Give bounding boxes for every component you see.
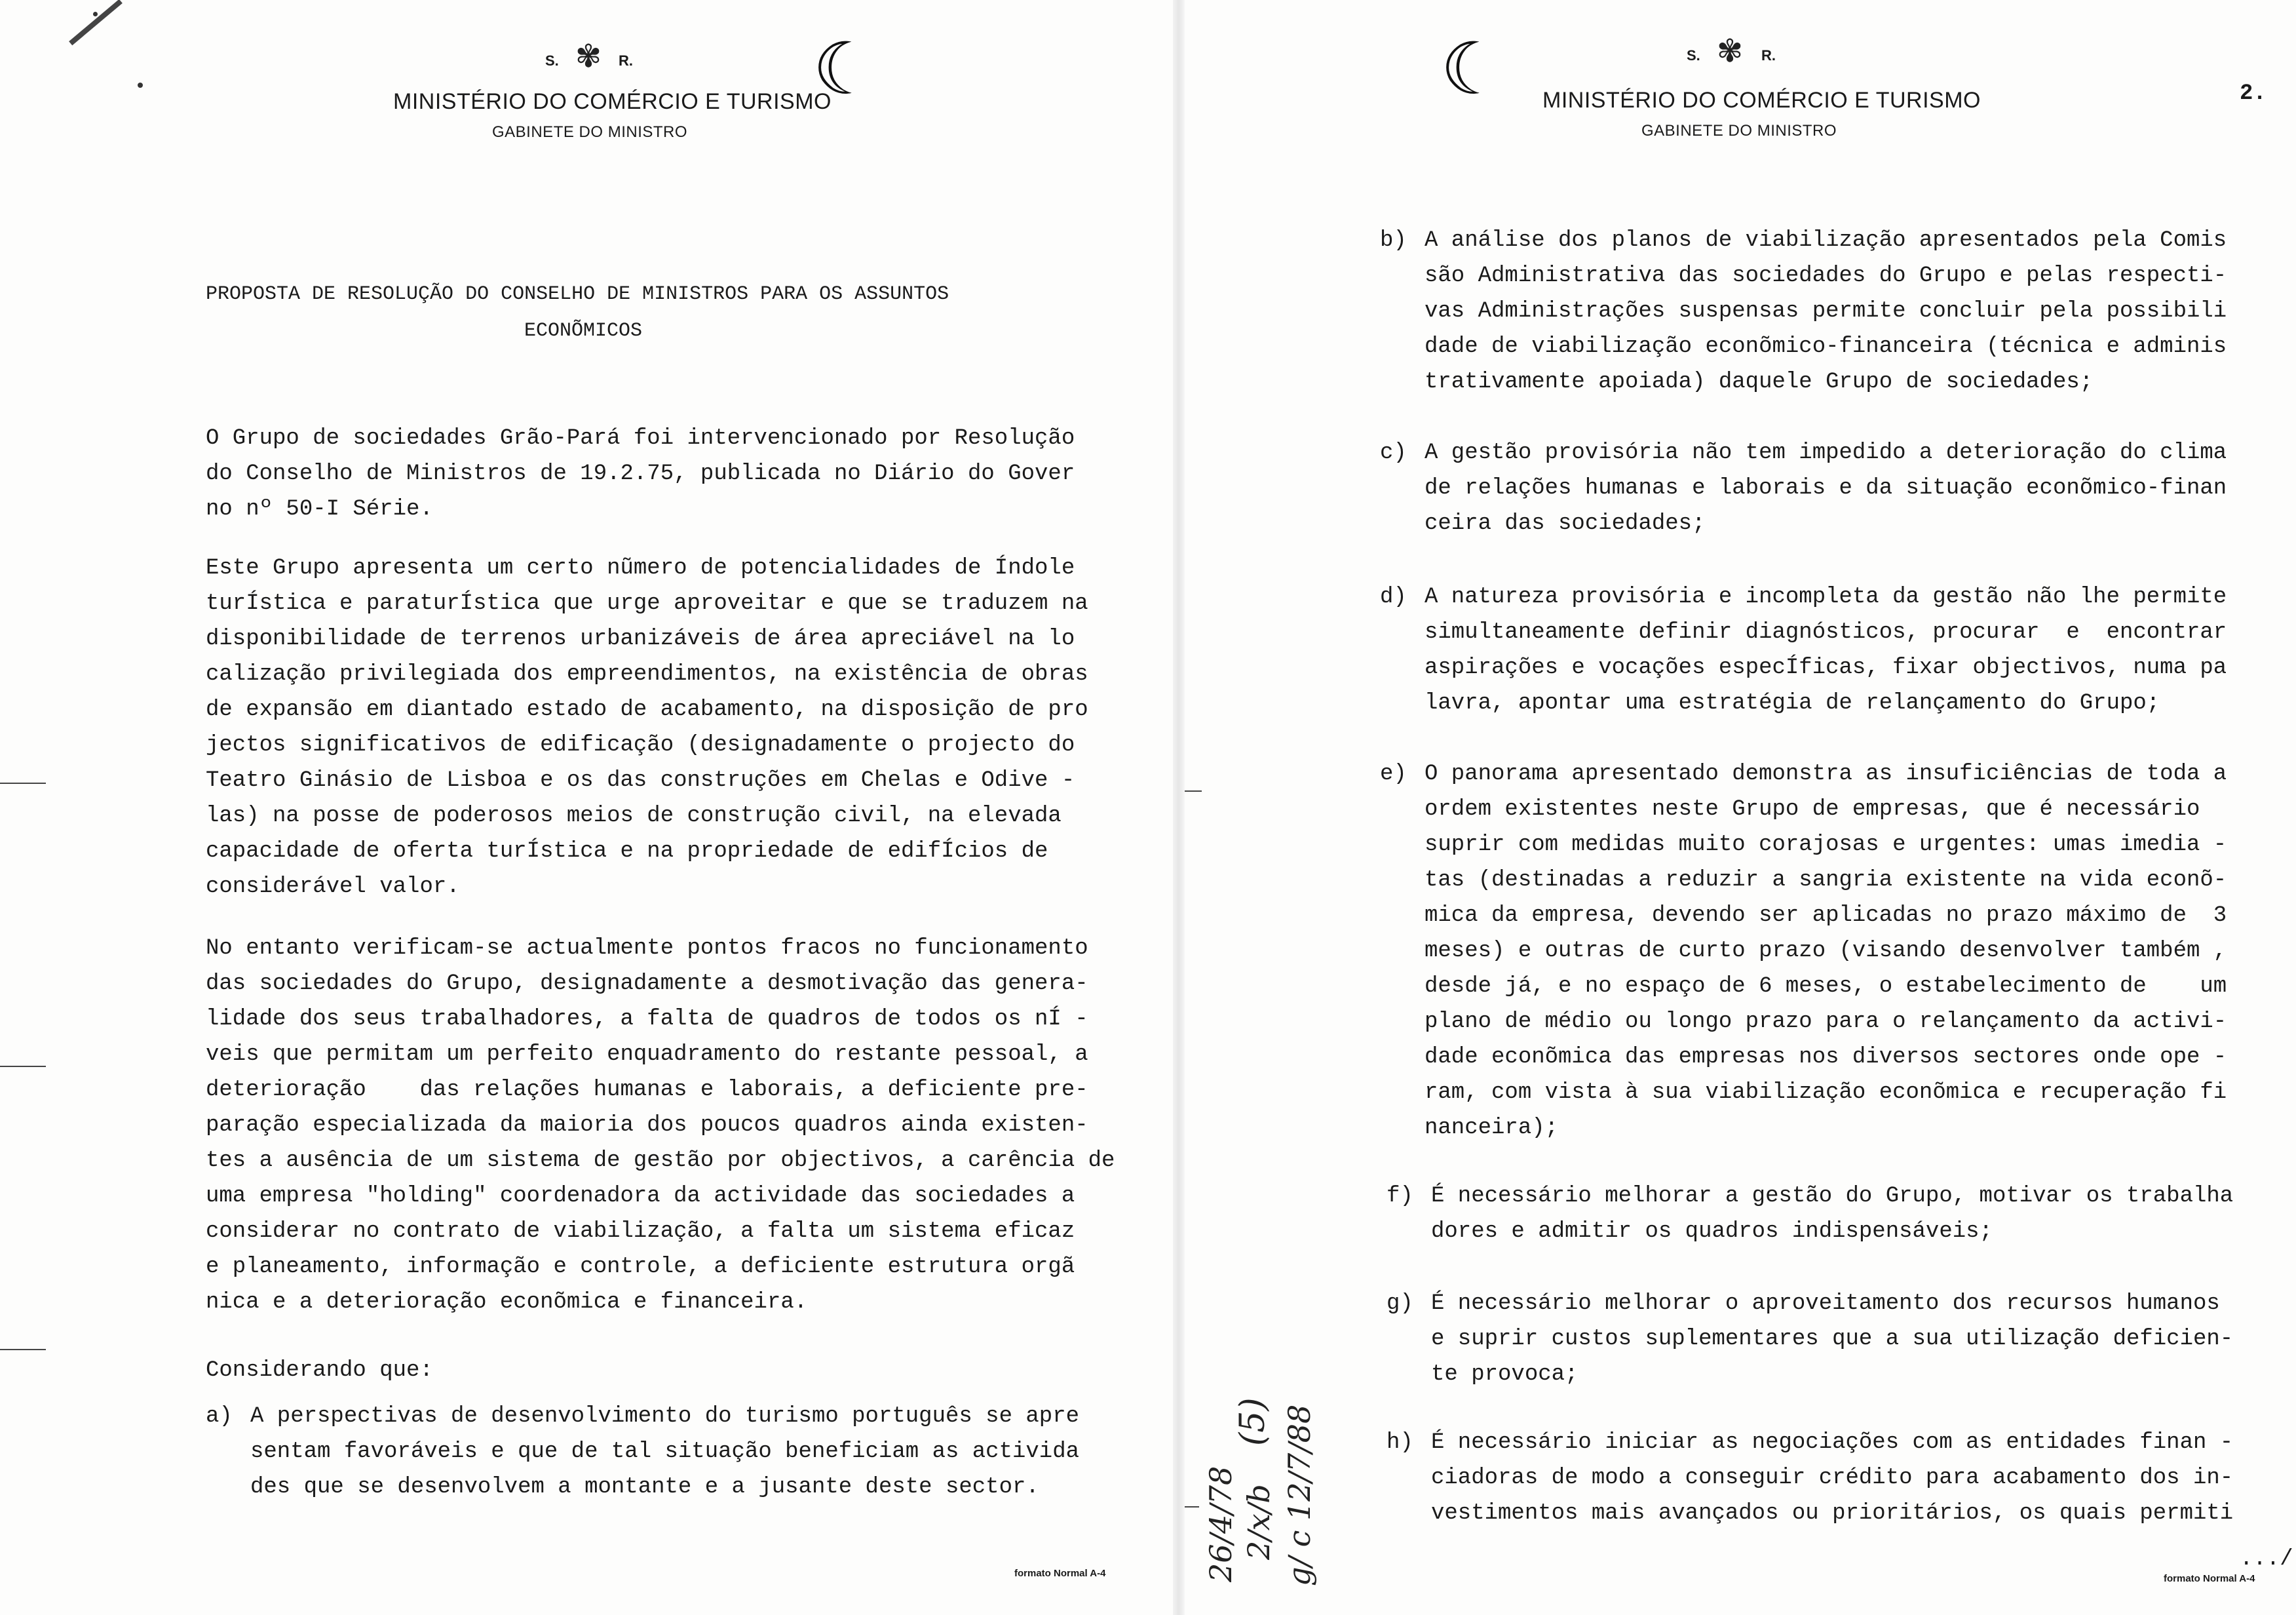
handwritten-note-1: (5) xyxy=(1233,1397,1272,1446)
cabinet-name: GABINETE DO MINISTRO xyxy=(1641,122,1837,140)
margin-tick xyxy=(1185,790,1202,792)
margin-tick xyxy=(0,1349,46,1350)
item-c-text: A gestão provisória não tem impedido a deterioração do clima de relações humanas e laborais e da situação econõmico-finan ceira das sociedades; xyxy=(1425,440,2227,536)
item-b-text: A análise dos planos de viabilização apresentados pela Comis são Administrativa das sociedades do Grupo e pelas respecti- vas Administrações suspensas permite concluir pela possibili dade de viabilização econõmico-financeira (técnica e adminis trativamente apoiada) daquele Grupo de sociedades; xyxy=(1425,228,2227,395)
speck xyxy=(93,12,98,16)
page-footer: formato Normal A-4 xyxy=(1014,1568,1106,1579)
crescent-mark-icon: ☾ xyxy=(1440,27,1505,111)
right-page xyxy=(1185,0,2296,1615)
margin-tick xyxy=(1185,1506,1199,1508)
item-a-marker: a) xyxy=(206,1404,233,1429)
item-f-text: É necessário melhorar a gestão do Grupo, motivar os trabalha dores e admitir os quadros indispensáveis; xyxy=(1431,1184,2234,1244)
handwritten-note-4: g/ c 12/7/88 xyxy=(1282,1404,1317,1586)
pen-stroke xyxy=(69,0,123,45)
crest-letter-r: R. xyxy=(1761,47,1776,64)
ministry-name: MINISTÉRIO DO COMÉRCIO E TURISMO xyxy=(1542,88,1981,113)
paragraph-weaknesses: No entanto verificam-se actualmente pontos fracos no funcionamento das sociedades do Grupo, designadamente a desmotivação das genera- lidade dos seus trabalhadores, a falta de quadros de todos os nÍ - veis que permitam um perfeito enquadramento do restante pessoal, a deterioração das relações humanas e laborais, a deficiente pre- paração especializada da maioria dos poucos quadros ainda existen- tes a ausência de um sistema de gestão por objectivos, a carência de uma empresa "holding" coordenadora da actividade das sociedades a considerar no contrato de viabilização, a falta um sistema eficaz e planeamento, informação e controle, a deficiente estrutura orgã nica e a deterioração econõmica e financeira. xyxy=(206,936,1115,1315)
item-d-text: A natureza provisória e incompleta da gestão não lhe permite simultaneamente definir diagnósticos, procurar e encontrar aspirações e vocações especÍficas, fixar objectivos, numa pa lavra, apontar uma estratégia de relançamento do Grupo; xyxy=(1425,585,2227,716)
item-d-marker: d) xyxy=(1380,585,1407,610)
ministry-name: MINISTÉRIO DO COMÉRCIO E TURISMO xyxy=(393,89,832,114)
coat-of-arms-icon: ✾ xyxy=(1716,33,1744,69)
speck xyxy=(138,83,143,88)
item-a-text: A perspectivas de desenvolvimento do turismo português se apre sentam favoráveis e que de tal situação beneficiam as activida des que se desenvolvem a montante e a jusante deste sector. xyxy=(250,1404,1080,1500)
item-g-marker: g) xyxy=(1387,1291,1413,1316)
document-title-line2: ECONÕMICOS xyxy=(524,320,643,342)
item-h-text: É necessário iniciar as negociações com as entidades finan - ciadoras de modo a conseguir crédito para acabamento dos in- vestimentos mais avançados ou prioritários, os quais permiti xyxy=(1431,1430,2234,1526)
paragraph-potential: Este Grupo apresenta um certo nũmero de potencialidades de Índole turÍstica e paraturÍstica que urge aproveitar e que se traduzem na disponibilidade de terrenos urbanizáveis de área apreciável na lo calização privilegiada dos empreendimentos, na existência de obras de expansão em diantado estado de acabamento, na disposição de pro jectos significativos de edificação (designadamente o projecto do Teatro Ginásio de Lisboa e os das construções em Chelas e Odive - las) na posse de poderosos meios de construção civil, na elevada capacidade de oferta turÍstica e na propriedade de edifÍcios de considerável valor. xyxy=(206,556,1088,899)
item-c-marker: c) xyxy=(1380,440,1407,465)
item-h-marker: h) xyxy=(1387,1430,1413,1455)
page-number: 2. xyxy=(2240,81,2267,106)
item-f-marker: f) xyxy=(1387,1184,1413,1209)
crescent-mark-icon: ☾ xyxy=(813,27,877,111)
item-g-text: É necessário melhorar o aproveitamento dos recursos humanos e suprir custos suplementares que a sua utilização deficien- te provoca; xyxy=(1431,1291,2234,1387)
margin-tick xyxy=(0,1066,46,1067)
crest-letter-s: S. xyxy=(545,52,559,69)
item-e-marker: e) xyxy=(1380,762,1407,787)
coat-of-arms-icon: ✾ xyxy=(575,38,602,75)
handwritten-note-2: 26/4/78 xyxy=(1203,1466,1238,1582)
item-b-marker: b) xyxy=(1380,228,1407,253)
continuation-mark: .../ xyxy=(2240,1547,2293,1572)
paragraph-considering: Considerando que: xyxy=(206,1358,433,1383)
margin-tick xyxy=(0,783,46,784)
handwritten-note-3: 2/x/b xyxy=(1241,1484,1276,1560)
crest-letter-r: R. xyxy=(619,52,633,69)
document-title: PROPOSTA DE RESOLUÇÃO DO CONSELHO DE MINISTROS PARA OS ASSUNTOS xyxy=(206,283,949,305)
paragraph-intro: O Grupo de sociedades Grão-Pará foi intervencionado por Resolução do Conselho de Ministros de 19.2.75, publicada no Diário do Gover no nº 50-I Série. xyxy=(206,426,1075,522)
page-divider xyxy=(1173,0,1185,1615)
crest-letter-s: S. xyxy=(1687,47,1700,64)
cabinet-name: GABINETE DO MINISTRO xyxy=(492,123,688,141)
item-e-text: O panorama apresentado demonstra as insuficiências de toda a ordem existentes neste Grupo de empresas, que é necessário suprir com medidas muito corajosas e urgentes: umas imedia - tas (destinadas a reduzir a sangria existente na vida econõ- mica da empresa, devendo ser aplicadas no prazo máximo de 3 meses) e outras de curto prazo (visando desenvolver também , desde já, e no espaço de 6 meses, o estabelecimento de um plano de médio ou longo prazo para o relançamento da activi- dade econõmica das empresas nos diversos sectores onde ope - ram, com vista à sua viabilização econõmica e recuperação fi nanceira); xyxy=(1425,762,2227,1140)
page-footer: formato Normal A-4 xyxy=(2164,1573,2255,1584)
